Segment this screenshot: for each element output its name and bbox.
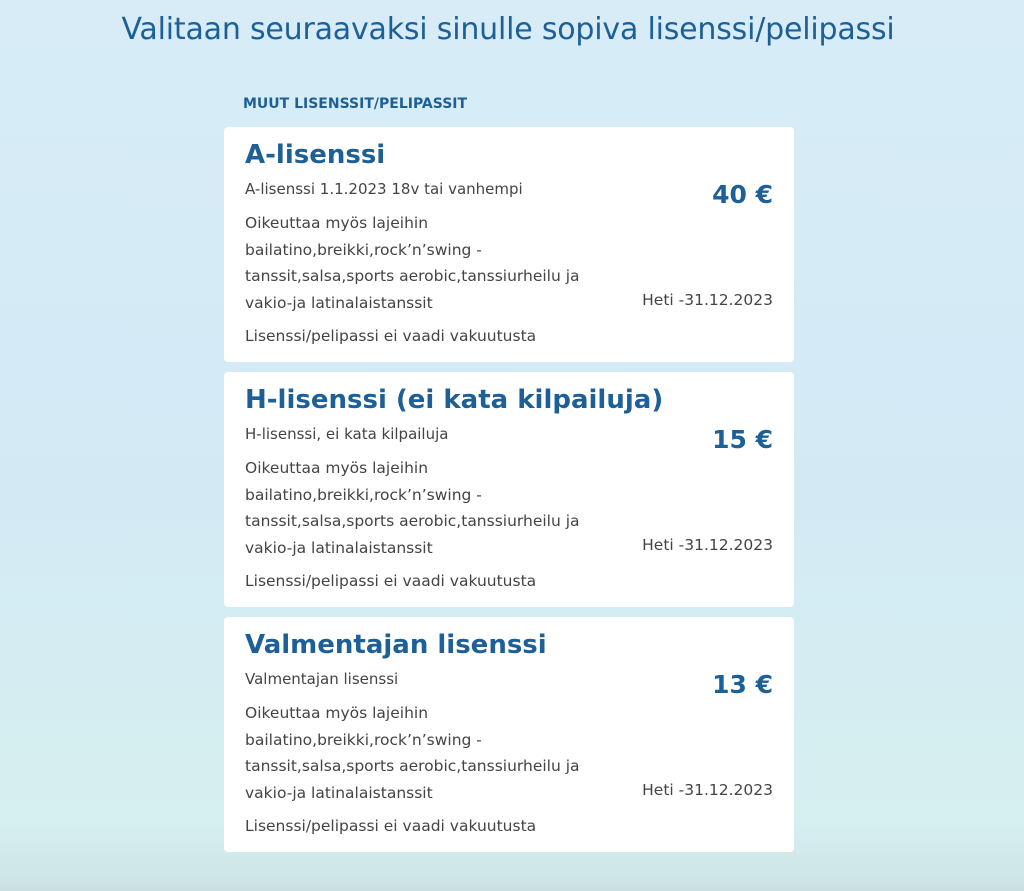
license-description: Oikeuttaa myös lajeihin bailatino,breikki,rock’n’swing -tanssit,salsa,sports aerobic,tanssiurheilu ja vakio-ja latinalaistanssit	[245, 459, 580, 557]
license-validity: Heti -31.12.2023	[642, 291, 773, 309]
license-description: Oikeuttaa myös lajeihin bailatino,breikki,rock’n’swing -tanssit,salsa,sports aerobic,tanssiurheilu ja vakio-ja latinalaistanssit	[245, 704, 580, 802]
license-insurance-note: Lisenssi/pelipassi ei vaadi vakuutusta	[245, 817, 537, 835]
license-title: Valmentajan lisenssi	[245, 630, 547, 660]
footer-fade	[0, 879, 1024, 891]
other-licenses-section	[224, 95, 794, 862]
license-card-a[interactable]	[224, 127, 794, 362]
license-card-coach[interactable]	[224, 617, 794, 852]
license-validity: Heti -31.12.2023	[642, 781, 773, 799]
license-price: 40 €	[712, 180, 773, 209]
license-price: 15 €	[712, 425, 773, 454]
page-title: Valitaan seuraavaksi sinulle sopiva lisenssi/pelipassi	[121, 12, 895, 47]
license-insurance-note: Lisenssi/pelipassi ei vaadi vakuutusta	[245, 327, 537, 345]
license-insurance-note: Lisenssi/pelipassi ei vaadi vakuutusta	[245, 572, 537, 590]
section-heading: MUUT LISENSSIT/PELIPASSIT	[243, 96, 468, 112]
license-subtitle: H-lisenssi, ei kata kilpailuja	[245, 425, 449, 443]
license-description: Oikeuttaa myös lajeihin bailatino,breikki,rock’n’swing -tanssit,salsa,sports aerobic,tanssiurheilu ja vakio-ja latinalaistanssit	[245, 214, 580, 312]
license-title: A-lisenssi	[245, 140, 386, 170]
license-title: H-lisenssi (ei kata kilpailuja)	[245, 385, 664, 415]
license-card-h[interactable]	[224, 372, 794, 607]
license-subtitle: A-lisenssi 1.1.2023 18v tai vanhempi	[245, 180, 523, 198]
license-price: 13 €	[712, 670, 773, 699]
license-validity: Heti -31.12.2023	[642, 536, 773, 554]
license-subtitle: Valmentajan lisenssi	[245, 670, 399, 688]
